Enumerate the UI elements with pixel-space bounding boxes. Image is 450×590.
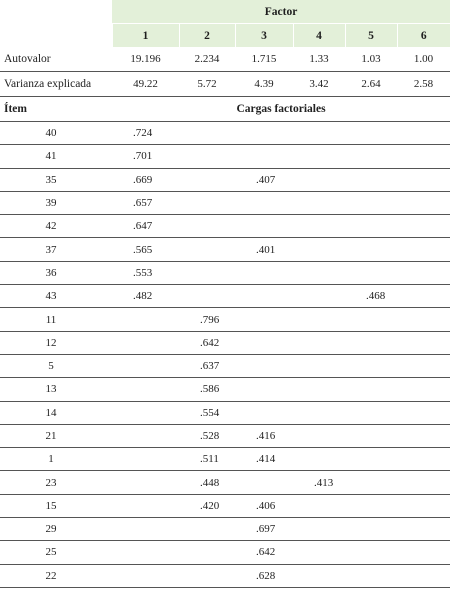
item-number: 22: [0, 564, 112, 587]
loading-cell: [345, 448, 397, 471]
loading-cell: [293, 494, 345, 517]
stat-label: Autovalor: [0, 47, 112, 72]
table-row: [0, 494, 450, 517]
loading-cell: [345, 541, 397, 564]
loading-cell: .628: [235, 564, 293, 587]
loading-cell: [293, 378, 345, 401]
table-row: [0, 541, 450, 564]
loading-cell: [112, 378, 179, 401]
item-number: 13: [0, 378, 112, 401]
loading-cell: .528: [179, 424, 235, 447]
item-number: 11: [0, 308, 112, 331]
loading-cell: .657: [112, 191, 179, 214]
loading-cell: .482: [112, 285, 179, 308]
loading-cell: .416: [235, 424, 293, 447]
loading-cell: [293, 424, 345, 447]
item-column-header: Ítem: [0, 97, 112, 122]
factor-number: 6: [397, 24, 450, 48]
loading-cell: [345, 122, 397, 145]
loading-cell: [345, 354, 397, 377]
stat-value: 1.03: [345, 47, 397, 72]
loading-cell: [112, 308, 179, 331]
loading-cell: [235, 331, 293, 354]
loading-cell: [397, 331, 450, 354]
item-number: 5: [0, 354, 112, 377]
stat-value: 2.234: [179, 47, 235, 72]
item-number: 43: [0, 285, 112, 308]
stat-value: 2.58: [397, 72, 450, 97]
loading-cell: [397, 191, 450, 214]
loading-cell: [397, 401, 450, 424]
loading-cell: .554: [179, 401, 235, 424]
loading-cell: [293, 354, 345, 377]
loading-cell: .724: [112, 122, 179, 145]
loading-cell: [112, 564, 179, 587]
loading-cell: [235, 471, 293, 494]
loading-cell: [112, 471, 179, 494]
factor-title: Factor: [112, 0, 450, 24]
loading-cell: [235, 191, 293, 214]
table-row: [0, 354, 450, 377]
loading-cell: [112, 494, 179, 517]
loading-rows: [0, 122, 450, 588]
header-corner: [0, 24, 112, 48]
table-row: [0, 122, 450, 145]
loading-cell: [235, 401, 293, 424]
loading-cell: [235, 145, 293, 168]
stat-value: 49.22: [112, 72, 179, 97]
loading-cell: [112, 401, 179, 424]
factor-number: 1: [112, 24, 179, 48]
table-row: [0, 238, 450, 261]
item-number: 39: [0, 191, 112, 214]
loading-cell: [293, 238, 345, 261]
loading-cell: [179, 122, 235, 145]
loading-cell: [397, 308, 450, 331]
loading-cell: [397, 424, 450, 447]
stat-value: 3.42: [293, 72, 345, 97]
table-row: [0, 424, 450, 447]
table-row: [0, 518, 450, 541]
loading-cell: [345, 215, 397, 238]
item-number: 29: [0, 518, 112, 541]
section-header-row: [0, 97, 450, 122]
loading-cell: .407: [235, 168, 293, 191]
loading-cell: [112, 331, 179, 354]
loading-cell: [293, 564, 345, 587]
item-number: 15: [0, 494, 112, 517]
loading-cell: [293, 191, 345, 214]
loading-cell: [345, 518, 397, 541]
loading-cell: [397, 168, 450, 191]
loading-cell: [345, 401, 397, 424]
table-row: [0, 401, 450, 424]
loading-cell: [397, 541, 450, 564]
loading-cell: [345, 331, 397, 354]
table-row: [0, 261, 450, 284]
loading-cell: [397, 448, 450, 471]
item-number: 41: [0, 145, 112, 168]
loading-cell: [112, 424, 179, 447]
loading-cell: .697: [235, 518, 293, 541]
loading-cell: [345, 494, 397, 517]
table-row: [0, 308, 450, 331]
loading-cell: [397, 518, 450, 541]
table-row: [0, 191, 450, 214]
loading-cell: .413: [293, 471, 345, 494]
loading-cell: [397, 215, 450, 238]
eigenvalue-row: [0, 47, 450, 72]
stat-value: 2.64: [345, 72, 397, 97]
loading-cell: .414: [235, 448, 293, 471]
loading-cell: [293, 308, 345, 331]
loading-cell: [293, 518, 345, 541]
loading-cell: .796: [179, 308, 235, 331]
loadings-header: Cargas factoriales: [112, 97, 450, 122]
item-number: 42: [0, 215, 112, 238]
loading-cell: [397, 145, 450, 168]
loading-cell: .420: [179, 494, 235, 517]
stat-value: 4.39: [235, 72, 293, 97]
loading-cell: [345, 424, 397, 447]
item-number: 36: [0, 261, 112, 284]
loading-cell: [112, 518, 179, 541]
item-number: 35: [0, 168, 112, 191]
loading-cell: .647: [112, 215, 179, 238]
table-row: [0, 378, 450, 401]
loading-cell: [345, 308, 397, 331]
factor-number: 3: [235, 24, 293, 48]
loading-cell: .565: [112, 238, 179, 261]
loading-cell: .586: [179, 378, 235, 401]
table-row: [0, 168, 450, 191]
explained-variance-row: [0, 72, 450, 97]
item-number: 14: [0, 401, 112, 424]
loading-cell: [293, 541, 345, 564]
loading-cell: .401: [235, 238, 293, 261]
loading-cell: .406: [235, 494, 293, 517]
loading-cell: [112, 354, 179, 377]
table-row: [0, 215, 450, 238]
item-number: 37: [0, 238, 112, 261]
loading-cell: .637: [179, 354, 235, 377]
loading-cell: [179, 564, 235, 587]
loading-cell: [345, 564, 397, 587]
stat-value: 19.196: [112, 47, 179, 72]
loading-cell: [345, 378, 397, 401]
loading-cell: [293, 285, 345, 308]
loading-cell: [179, 191, 235, 214]
loading-cell: [293, 122, 345, 145]
loading-cell: [345, 191, 397, 214]
table-row: [0, 471, 450, 494]
loading-cell: [345, 145, 397, 168]
loading-cell: [397, 564, 450, 587]
loading-cell: [235, 215, 293, 238]
loading-cell: [345, 238, 397, 261]
loading-cell: [179, 261, 235, 284]
item-number: 40: [0, 122, 112, 145]
loading-cell: [179, 145, 235, 168]
loading-cell: [235, 308, 293, 331]
loading-cell: .642: [179, 331, 235, 354]
loading-cell: [397, 261, 450, 284]
loading-cell: .468: [345, 285, 397, 308]
loading-cell: [235, 285, 293, 308]
stat-value: 1.715: [235, 47, 293, 72]
loading-cell: [179, 518, 235, 541]
loading-cell: [397, 238, 450, 261]
loading-cell: [293, 448, 345, 471]
table-row: [0, 145, 450, 168]
loading-cell: [235, 354, 293, 377]
factor-header-row: [0, 0, 450, 24]
item-number: 21: [0, 424, 112, 447]
table-row: [0, 564, 450, 587]
header-corner: [0, 0, 112, 24]
loading-cell: [235, 378, 293, 401]
loading-cell: [345, 168, 397, 191]
loading-cell: .511: [179, 448, 235, 471]
stat-label: Varianza explicada: [0, 72, 112, 97]
loading-cell: [179, 541, 235, 564]
loading-cell: [293, 261, 345, 284]
loading-cell: [293, 145, 345, 168]
loading-cell: [397, 285, 450, 308]
loading-cell: [179, 215, 235, 238]
loading-cell: [397, 471, 450, 494]
loading-cell: [397, 122, 450, 145]
table-row: [0, 448, 450, 471]
loading-cell: [397, 494, 450, 517]
loading-cell: [179, 168, 235, 191]
item-number: 1: [0, 448, 112, 471]
loading-cell: [345, 261, 397, 284]
loading-cell: [179, 285, 235, 308]
item-number: 23: [0, 471, 112, 494]
factor-number-row: [0, 24, 450, 48]
loading-cell: .701: [112, 145, 179, 168]
stat-value: 1.33: [293, 47, 345, 72]
item-number: 25: [0, 541, 112, 564]
loading-cell: [293, 168, 345, 191]
loading-cell: [112, 541, 179, 564]
factor-number: 5: [345, 24, 397, 48]
table-row: [0, 331, 450, 354]
loading-cell: .669: [112, 168, 179, 191]
table-row: [0, 285, 450, 308]
loading-cell: [235, 122, 293, 145]
loading-cell: [293, 215, 345, 238]
stat-value: 1.00: [397, 47, 450, 72]
factor-number: 2: [179, 24, 235, 48]
loading-cell: [397, 378, 450, 401]
loading-cell: [179, 238, 235, 261]
loading-cell: [345, 471, 397, 494]
factor-number: 4: [293, 24, 345, 48]
loading-cell: [397, 354, 450, 377]
loading-cell: [235, 261, 293, 284]
loading-cell: [112, 448, 179, 471]
item-number: 12: [0, 331, 112, 354]
loading-cell: .642: [235, 541, 293, 564]
loading-cell: [293, 401, 345, 424]
loading-cell: [293, 331, 345, 354]
loading-cell: .553: [112, 261, 179, 284]
loading-cell: .448: [179, 471, 235, 494]
stat-value: 5.72: [179, 72, 235, 97]
